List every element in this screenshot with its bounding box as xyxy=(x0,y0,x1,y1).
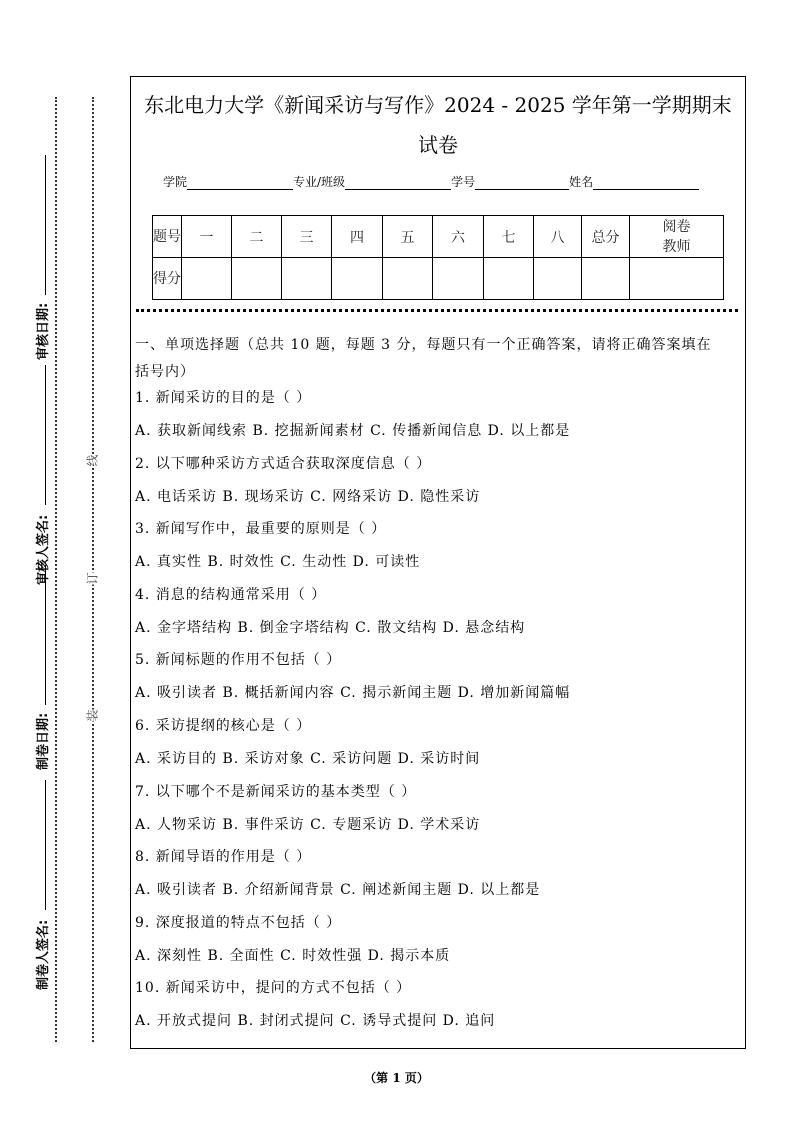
score-table-header xyxy=(153,216,724,258)
review-date-label: 审核日期: xyxy=(36,302,51,360)
score-cell[interactable] xyxy=(282,258,332,300)
question-options: A. 吸引读者 B. 概括新闻内容 C. 揭示新闻主题 D. 增加新闻篇幅 xyxy=(135,685,571,702)
maker-signature-label: 制卷人签名: xyxy=(36,919,51,990)
reviewer-signature-label: 审核人签名: xyxy=(36,514,51,585)
question-text: 2. 以下哪种采访方式适合获取深度信息（ ） xyxy=(135,455,432,472)
info-line xyxy=(163,173,699,190)
header-cell: 一 xyxy=(182,216,232,258)
question-options: A. 采访目的 B. 采访对象 C. 采访问题 D. 采访时间 xyxy=(135,751,481,767)
question-text: 3. 新闻写作中，最重要的原则是（ ） xyxy=(135,521,387,538)
cut-line xyxy=(136,309,738,312)
question-options: A. 真实性 B. 时效性 C. 生动性 D. 可读性 xyxy=(135,554,421,571)
question-text: 1. 新闻采访的目的是（ ） xyxy=(135,390,312,406)
score-cell[interactable] xyxy=(232,258,282,300)
question-text: 9. 深度报道的特点不包括（ ） xyxy=(135,914,342,931)
college-field[interactable] xyxy=(187,176,293,190)
score-cell[interactable] xyxy=(630,258,724,300)
name-label: 姓名 xyxy=(569,175,594,189)
margin-dotted-line xyxy=(55,97,57,1042)
student-id-label: 学号 xyxy=(451,175,476,189)
question-options: A. 开放式提问 B. 封闭式提问 C. 诱导式提问 D. 追问 xyxy=(135,1013,496,1030)
college-label: 学院 xyxy=(163,175,188,189)
header-cell: 二 xyxy=(232,216,282,258)
question-options: A. 金字塔结构 B. 倒金字塔结构 C. 散文结构 D. 悬念结构 xyxy=(135,619,526,636)
question-text: 6. 采访提纲的核心是（ ） xyxy=(135,718,312,734)
score-table xyxy=(152,215,724,300)
section-heading: 一、单项选择题（总共 10 题，每题 3 分，每题只有一个正确答案，请将正确答案填在 xyxy=(135,337,712,353)
score-cell[interactable] xyxy=(484,258,534,300)
binding-char: 装 xyxy=(85,709,100,722)
header-cell: 三 xyxy=(282,216,332,258)
header-cell: 八 xyxy=(534,216,582,258)
score-cell[interactable] xyxy=(433,258,484,300)
exam-title-line2: 试卷 xyxy=(418,133,458,157)
signature-line xyxy=(45,565,46,705)
score-cell[interactable] xyxy=(332,258,383,300)
score-cell[interactable] xyxy=(182,258,232,300)
question-text: 5. 新闻标题的作用不包括（ ） xyxy=(135,652,342,669)
header-cell: 题号 xyxy=(153,216,182,258)
major-label: 专业/班级 xyxy=(293,175,346,189)
question-text: 8. 新闻导语的作用是（ ） xyxy=(135,849,312,866)
signature-line xyxy=(45,155,46,295)
maker-date-label: 制卷日期: xyxy=(36,712,51,770)
major-field[interactable] xyxy=(345,176,451,190)
question-options: A. 深刻性 B. 全面性 C. 时效性强 D. 揭示本质 xyxy=(135,947,451,964)
score-cell[interactable] xyxy=(534,258,582,300)
question-text: 4. 消息的结构通常采用（ ） xyxy=(135,586,327,603)
question-text: 7. 以下哪个不是新闻采访的基本类型（ ） xyxy=(135,783,417,800)
section-heading-line2: 括号内） xyxy=(135,364,195,380)
question-text: 10. 新闻采访中，提问的方式不包括（ ） xyxy=(135,980,412,997)
page-number: （第 1 页） xyxy=(364,1071,429,1085)
question-options: A. 人物采访 B. 事件采访 C. 专题采访 D. 学术采访 xyxy=(135,816,481,833)
binding-char: 订 xyxy=(85,572,100,585)
signature-line xyxy=(45,365,46,505)
score-cell[interactable] xyxy=(383,258,433,300)
header-cell: 七 xyxy=(484,216,534,258)
header-cell: 四 xyxy=(332,216,383,258)
score-cell[interactable] xyxy=(582,258,630,300)
name-field[interactable] xyxy=(593,176,699,190)
question-options: A. 获取新闻线索 B. 挖掘新闻素材 C. 传播新闻信息 D. 以上都是 xyxy=(135,423,571,439)
student-id-field[interactable] xyxy=(475,176,569,190)
binding-dotted-line xyxy=(92,97,94,1042)
score-row xyxy=(153,258,724,300)
signature-line xyxy=(45,780,46,910)
binding-char: 线 xyxy=(85,454,100,467)
header-cell: 总分 xyxy=(582,216,630,258)
row-label: 得分 xyxy=(153,258,182,300)
header-cell: 六 xyxy=(433,216,484,258)
question-options: A. 吸引读者 B. 介绍新闻背景 C. 阐述新闻主题 D. 以上都是 xyxy=(135,882,541,899)
question-options: A. 电话采访 B. 现场采访 C. 网络采访 D. 隐性采访 xyxy=(135,488,481,505)
exam-title: 东北电力大学《新闻采访与写作》2024 - 2025 学年第一学期期末 xyxy=(144,93,732,117)
header-cell: 五 xyxy=(383,216,433,258)
header-cell: 阅卷教师 xyxy=(630,216,724,258)
